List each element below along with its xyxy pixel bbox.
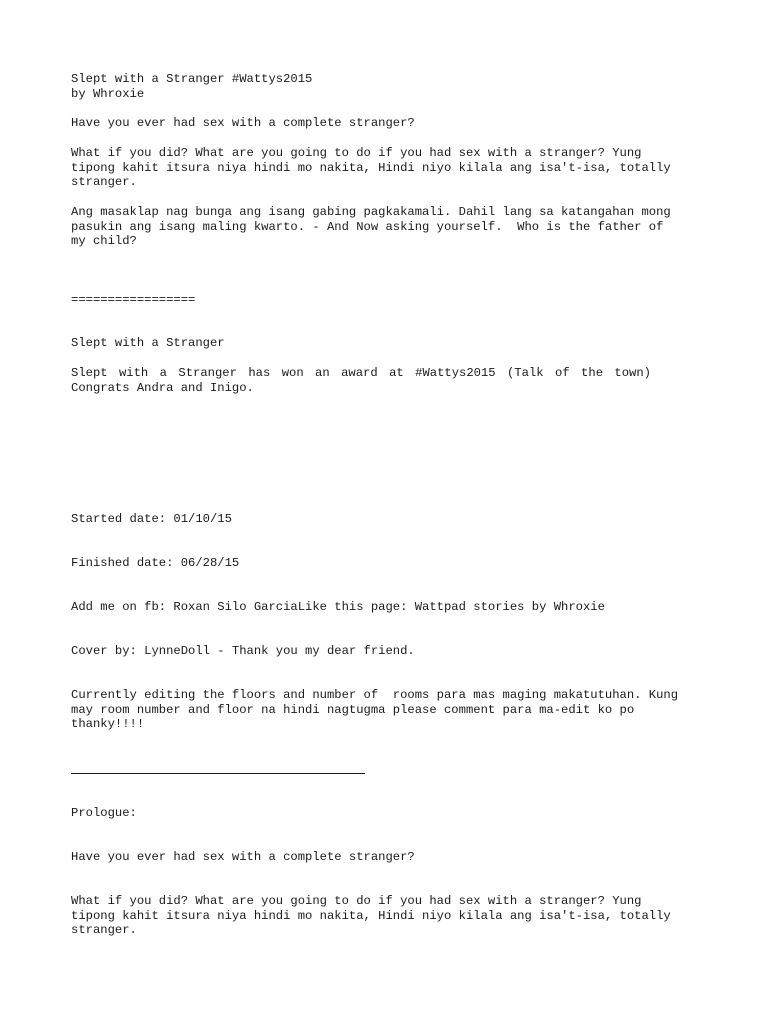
separator-line: ================= bbox=[71, 293, 196, 307]
blurb-question: Have you ever had sex with a complete stranger? bbox=[71, 116, 415, 130]
started-date: Started date: 01/10/15 bbox=[71, 512, 232, 526]
prologue-paragraph-1: What if you did? What are you going to do if you had sex with a stranger? Yung tipong kahit itsura niya hindi mo nakita, Hindi niyo kilala ang isa't-isa, totally stranger. bbox=[71, 894, 671, 938]
cover-credit: Cover by: LynneDoll - Thank you my dear friend. bbox=[71, 644, 415, 658]
editing-note: Currently editing the floors and number of rooms para mas maging makatutuhan. Kung may room number and floor na hindi nagtugma please comment para ma-edit ko po thanky!!!! bbox=[71, 688, 679, 732]
horizontal-rule bbox=[71, 773, 365, 774]
prologue-heading: Prologue: bbox=[71, 806, 137, 820]
facebook-line: Add me on fb: Roxan Silo GarciaLike this page: Wattpad stories by Whroxie bbox=[71, 600, 605, 614]
award-note: Slept with a Stranger has won an award at #Wattys2015 (Talk of the town) Congrats Andra and Inigo. bbox=[71, 366, 651, 395]
blurb-paragraph-2: Ang masaklap nag bunga ang isang gabing pagkakamali. Dahil lang sa katangahan mong pasukin ang isang maling kwarto. - And Now asking yourself. Who is the father of my child? bbox=[71, 205, 671, 249]
blurb-paragraph-1: What if you did? What are you going to do if you had sex with a stranger? Yung tipong kahit itsura niya hindi mo nakita, Hindi niyo kilala ang isa't-isa, totally stranger. bbox=[71, 146, 671, 190]
author-byline: by Whroxie bbox=[71, 87, 145, 101]
finished-date: Finished date: 06/28/15 bbox=[71, 556, 240, 570]
prologue-question: Have you ever had sex with a complete stranger? bbox=[71, 850, 415, 864]
story-title: Slept with a Stranger #Wattys2015 bbox=[71, 72, 313, 86]
subtitle: Slept with a Stranger bbox=[71, 336, 225, 350]
